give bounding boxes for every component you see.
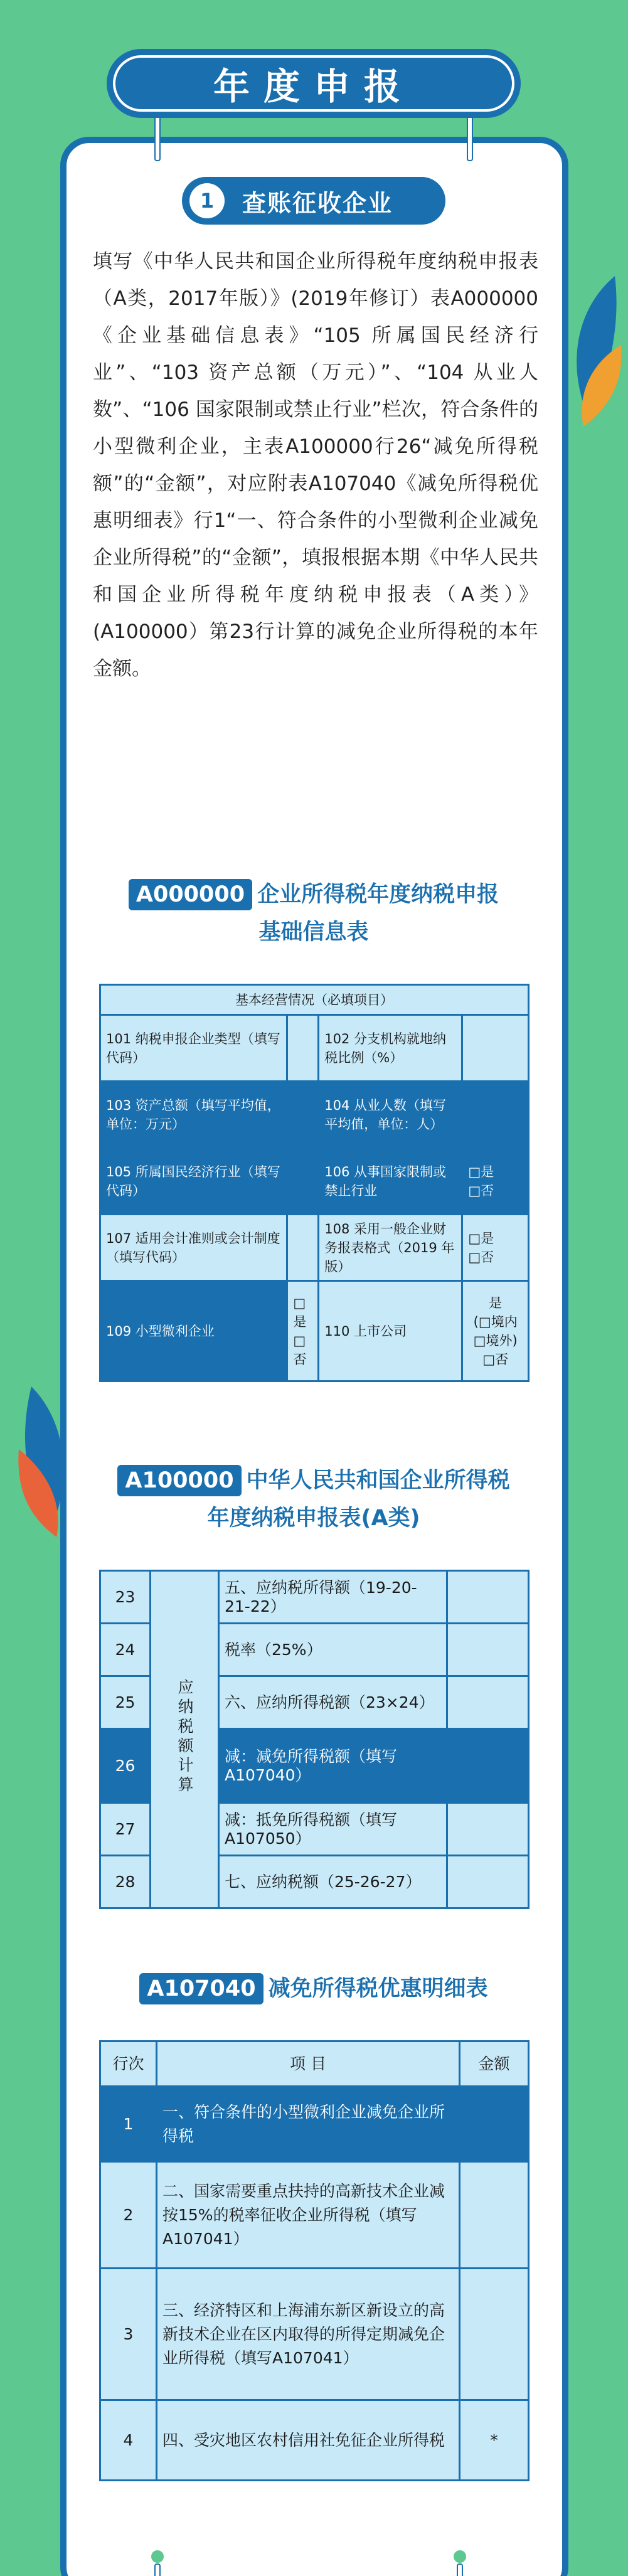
table1-cell <box>462 1082 529 1148</box>
table3-code: A107040 <box>139 1973 263 2004</box>
table1-cell: 103 资产总额（填写平均值，单位：万元） <box>100 1082 287 1148</box>
row-value <box>460 2269 529 2400</box>
row-value <box>460 2162 529 2269</box>
table1-heading <box>82 876 546 951</box>
row-text: 税率（25%） <box>219 1624 447 1676</box>
row-value <box>447 1856 529 1908</box>
row-text: 五、应纳税所得额（19-20-21-22） <box>219 1571 447 1624</box>
checkbox-yes: □是 <box>468 1230 494 1246</box>
table1-header: 基本经营情况（必填项目） <box>100 985 529 1015</box>
row-value <box>447 1676 529 1729</box>
table3-heading <box>82 1970 546 2008</box>
row-value <box>447 1624 529 1676</box>
option-domestic: (□境内 <box>473 1314 518 1329</box>
table1-cell: 109 小型微利企业 <box>100 1281 287 1381</box>
table1-cell: 104 从业人数（填写平均值，单位：人） <box>319 1082 462 1148</box>
checkbox-no: □否 <box>468 1183 494 1198</box>
table2-title-line1: 中华人民共和国企业所得税 <box>246 1468 510 1493</box>
row-number: 24 <box>100 1624 151 1676</box>
page-title-banner <box>107 49 521 118</box>
table3-title: 减免所得税优惠明细表 <box>268 1976 488 2001</box>
group-label-text: 应纳税额计算 <box>176 1679 194 1796</box>
pin-bottom-right-icon <box>450 2547 469 2576</box>
table1-title-line2: 基础信息表 <box>258 920 369 945</box>
row-number: 26 <box>100 1729 151 1803</box>
row-text: 三、经济特区和上海浦东新区新设立的高新技术企业在区内取得的所得定期减免企业所得税（填写A107041） <box>157 2269 460 2400</box>
table1-cell <box>462 1215 529 1281</box>
table2-code: A100000 <box>117 1465 241 1496</box>
table1-code: A000000 <box>129 879 252 910</box>
table1-cell: 106 从事国家限制或禁止行业 <box>319 1148 462 1215</box>
table3 <box>99 2040 530 2481</box>
row-text: 减：抵免所得税额（填写A107050） <box>219 1803 447 1856</box>
table2-title-line2: 年度纳税申报表(A类) <box>207 1506 420 1531</box>
checkbox-no: □否 <box>293 1333 307 1367</box>
table1-cell <box>287 1148 319 1215</box>
checkbox-no: □否 <box>482 1351 509 1367</box>
row-text: 减：减免所得税额（填写A107040） <box>219 1729 447 1803</box>
table1-cell: 101 纳税申报企业类型（填写代码） <box>100 1015 287 1082</box>
row-number: 2 <box>100 2162 157 2269</box>
row-text: 七、应纳税额（25-26-27） <box>219 1856 447 1908</box>
group-label <box>151 1571 219 1908</box>
row-number: 3 <box>100 2269 157 2400</box>
table2 <box>99 1570 530 1909</box>
table1 <box>99 984 530 1382</box>
column-header: 行次 <box>100 2041 157 2087</box>
table1-cell: 108 采用一般企业财务报表格式（2019 年版） <box>319 1215 462 1281</box>
page-title: 年度申报 <box>213 65 414 108</box>
table1-cell <box>287 1015 319 1082</box>
table1-cell <box>287 1082 319 1148</box>
row-text: 六、应纳所得税额（23×24） <box>219 1676 447 1729</box>
column-header: 金额 <box>460 2041 529 2087</box>
table1-cell <box>462 1015 529 1082</box>
row-text: 二、国家需要重点扶持的高新技术企业减按15%的税率征收企业所得税（填写A107041） <box>157 2162 460 2269</box>
row-value <box>447 1729 529 1803</box>
table1-cell: 110 上市公司 <box>319 1281 462 1381</box>
row-text: 一、符合条件的小型微利企业减免企业所得税 <box>157 2087 460 2162</box>
row-number: 28 <box>100 1856 151 1908</box>
row-value: * <box>460 2400 529 2481</box>
table1-cell <box>462 1148 529 1215</box>
row-number: 1 <box>100 2087 157 2162</box>
checkbox-no: □否 <box>468 1249 494 1265</box>
column-header: 项 目 <box>157 2041 460 2087</box>
row-value <box>447 1803 529 1856</box>
section-title: 查账征收企业 <box>242 189 393 217</box>
row-number: 4 <box>100 2400 157 2481</box>
checkbox-yes: □是 <box>468 1164 494 1179</box>
option-yes: 是 <box>489 1295 503 1311</box>
table2-heading <box>82 1462 546 1537</box>
row-value <box>460 2087 529 2162</box>
table1-cell <box>287 1215 319 1281</box>
table1-cell: 107 适用会计准则或会计制度（填写代码） <box>100 1215 287 1281</box>
row-value <box>447 1571 529 1624</box>
row-text: 四、受灾地区农村信用社免征企业所得税 <box>157 2400 460 2481</box>
pin-bottom-left-icon <box>148 2547 167 2576</box>
option-foreign: □境外) <box>473 1333 518 1348</box>
section-badge <box>182 177 445 225</box>
table1-cell <box>287 1281 319 1381</box>
row-number: 23 <box>100 1571 151 1624</box>
table1-cell <box>462 1281 529 1381</box>
row-number: 27 <box>100 1803 151 1856</box>
intro-paragraph: 填写《中华人民共和国企业所得税年度纳税申报表（A类，2017年版）》(2019年修订）表A000000《企业基础信息表》“105 所属国民经济行业”、“103 资产总额（万元）”、“104 从业人数”、“106 国家限制或禁止行业”栏次，符合条件的小型微利企业，主表A100000行26“减免所得税额”的“金额”，对应附表A107040《减免所得税优惠明细表》行1“一、符合条件的小型微利企业减免企业所得税”的“金额”，填报根据本期《中华人民共和国企业所得税年度纳税申报表（A类）》(A100000）第23行计算的减免企业所得税的本年金额。 <box>93 250 538 680</box>
table1-title-line1: 企业所得税年度纳税申报 <box>257 882 499 907</box>
row-number: 25 <box>100 1676 151 1729</box>
table1-cell: 105 所属国民经济行业（填写代码） <box>100 1148 287 1215</box>
section-number: 1 <box>189 183 225 218</box>
checkbox-yes: □是 <box>293 1295 307 1329</box>
table1-cell: 102 分支机构就地纳税比例（%） <box>319 1015 462 1082</box>
